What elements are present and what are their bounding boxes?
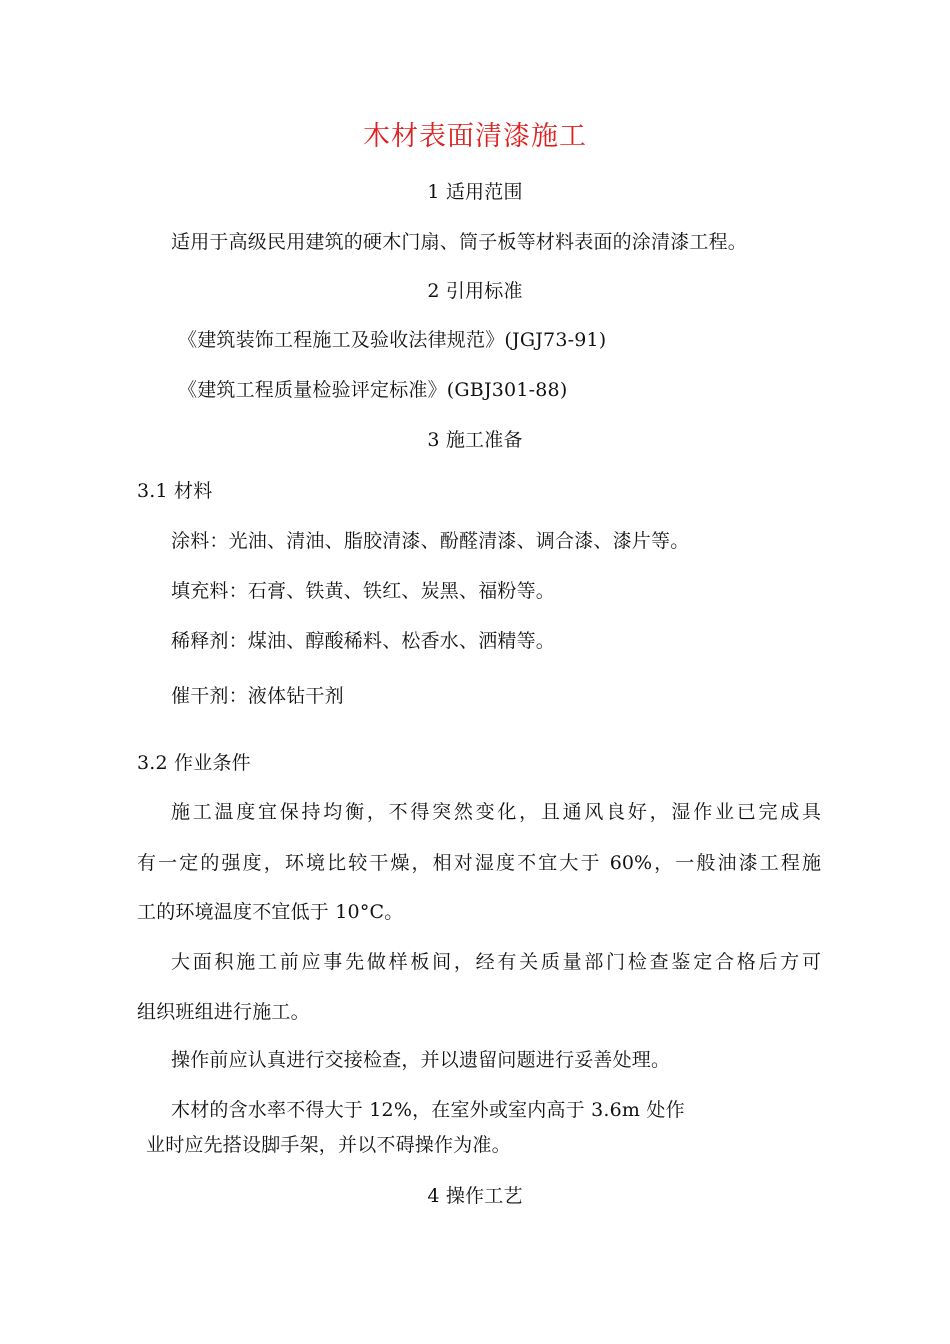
paragraph-line: 组织班组进行施工。 [137, 1001, 310, 1023]
subsection-3-2-heading: 3.2 作业条件 [137, 752, 251, 774]
section-4-heading: 4 操作工艺 [427, 1185, 523, 1207]
paragraph-line: 有一定的强度，环境比较干燥，相对湿度不宜大于 60%，一般油漆工程施 [137, 852, 821, 874]
paragraph-line: 木材的含水率不得大于 12%，在室外或室内高于 3.6m 处作 [171, 1099, 685, 1121]
section-1-heading: 1 适用范围 [427, 181, 523, 203]
paragraph-line: 操作前应认真进行交接检查，并以遗留问题进行妥善处理。 [171, 1049, 671, 1071]
document-title: 木材表面清漆施工 [363, 121, 587, 152]
material-item: 填充料：石膏、铁黄、铁红、炭黑、福粉等。 [171, 580, 556, 602]
section-1-text: 适用于高级民用建筑的硬木门扇、筒子板等材料表面的涂清漆工程。 [171, 231, 748, 253]
subsection-3-1-heading: 3.1 材料 [137, 480, 213, 502]
material-item: 稀释剂：煤油、醇酸稀料、松香水、洒精等。 [171, 630, 556, 652]
reference-2: 《建筑工程质量检验评定标准》(GBJ301-88) [178, 379, 568, 401]
section-3-heading: 3 施工准备 [427, 429, 523, 451]
material-item: 催干剂：液体钻干剂 [171, 685, 344, 707]
section-2-heading: 2 引用标准 [427, 280, 523, 302]
material-item: 涂料：光油、清油、脂胶清漆、酚醛清漆、调合漆、漆片等。 [171, 530, 690, 552]
paragraph-line: 施工温度宜保持均衡，不得突然变化，且通风良好，湿作业已完成具 [171, 801, 821, 823]
reference-1: 《建筑装饰工程施工及验收法律规范》(JGJ73-91) [178, 329, 607, 351]
paragraph-line: 大面积施工前应事先做样板间，经有关质量部门检查鉴定合格后方可 [171, 951, 821, 973]
paragraph-line: 业时应先搭设脚手架，并以不碍操作为准。 [146, 1134, 511, 1156]
paragraph-line: 工的环境温度不宜低于 10°C。 [137, 901, 404, 923]
